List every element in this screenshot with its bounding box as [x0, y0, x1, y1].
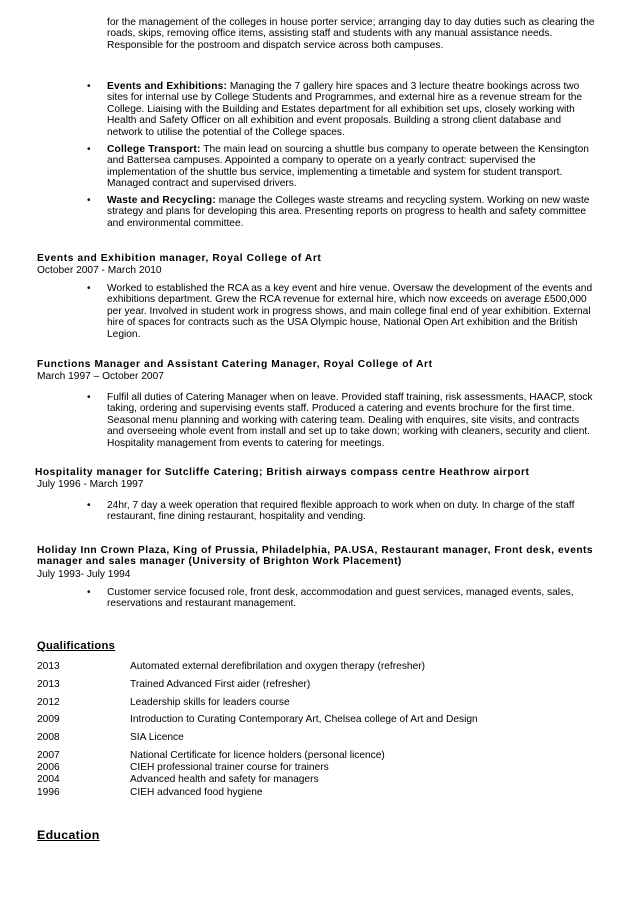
bullet-icon: •	[87, 392, 91, 403]
qualification-name: Introduction to Curating Contemporary Art, Chelsea college of Art and Design	[130, 714, 478, 725]
qualification-year: 2004	[37, 774, 60, 785]
intro-bullet-transport	[107, 144, 595, 190]
bullet-icon: •	[87, 81, 91, 92]
bullet-icon: •	[87, 283, 91, 294]
bullet-title: Waste and Recycling:	[107, 195, 216, 206]
job-dates: October 2007 - March 2010	[37, 265, 162, 276]
qualification-name: SIA Licence	[130, 732, 184, 743]
qualification-year: 2009	[37, 714, 60, 725]
education-heading: Education	[37, 828, 100, 842]
qualification-year: 2012	[37, 697, 60, 708]
bullet-icon: •	[87, 144, 91, 155]
qualification-year: 2013	[37, 661, 60, 672]
qualification-year: 2008	[37, 732, 60, 743]
job-bullet: 24hr, 7 day a week operation that required flexible approach to work when on duty. In charge of the staff restaurant, fine dining restaurant, hospitality and vending.	[107, 500, 575, 523]
bullet-text: The main lead on sourcing a shuttle bus company to operate between the Kensington and Battersea campuses. Appointed a company to operate on a yearly contract: supervised the implementation of the shuttle bus service, implementing a timetable and system for student transport. Managed contract and supervised drivers.	[107, 144, 589, 190]
job-title: Events and Exhibition manager, Royal College of Art	[37, 253, 322, 264]
job-dates: July 1993- July 1994	[37, 569, 131, 580]
qualification-year: 2013	[37, 679, 60, 690]
bullet-text: manage the Colleges waste streams and recycling system. Working on new waste strategy and plans for developing this area. Presenting reports on progress to health and safety committee and environmental committee.	[107, 195, 590, 229]
qualification-name: Automated external derefibrilation and oxygen therapy (refresher)	[130, 661, 426, 672]
job-bullet: Fulfil all duties of Catering Manager when on leave. Provided staff training, risk assessments, HAACP, stock taking, ordering and supervising events staff. Produced a catering and events brochure for the first time. Seasonal menu planning and working with catering team. Dealing with enquires, site visits, and contracts and overseeing whole event from install and set up to take down; working with cleaners, security and client. Hospitality management from events to catering for meetings.	[107, 392, 593, 449]
bullet-icon: •	[87, 587, 91, 598]
job-dates: March 1997 – October 2007	[37, 371, 164, 382]
job-bullet: Customer service focused role, front desk, accommodation and guest services, managed events, sales, reservations and restaurant management.	[107, 587, 574, 610]
qualification-year: 1996	[37, 787, 60, 798]
job-title: Hospitality manager for Sutcliffe Catering; British airways compass centre Heathrow airport	[35, 467, 530, 478]
bullet-title: College Transport:	[107, 144, 201, 155]
qualification-name: CIEH advanced food hygiene	[130, 787, 263, 798]
qualification-year: 2006	[37, 762, 60, 773]
qualification-name: CIEH professional trainer course for trainers	[130, 762, 329, 773]
bullet-icon: •	[87, 195, 91, 206]
bullet-icon: •	[87, 500, 91, 511]
job-dates: July 1996 - March 1997	[37, 479, 144, 490]
qualifications-heading: Qualifications	[37, 640, 116, 652]
qualification-name: Advanced health and safety for managers	[130, 774, 319, 785]
qualification-name: National Certificate for licence holders (personal licence)	[130, 750, 385, 761]
job-title: Functions Manager and Assistant Catering Manager, Royal College of Art	[37, 359, 433, 370]
job-bullet: Worked to established the RCA as a key event and hire venue. Oversaw the development of the events and exhibitions department. Grew the RCA revenue for external hire, which now exceeds on average £500,000 per year. Involved in student work in progress shows, and main college final end of year exhibition. External hire of spaces for contracts such as the USA Olympic house, National Open Art exhibition and the British Legion.	[107, 283, 593, 340]
qualification-name: Leadership skills for leaders course	[130, 697, 290, 708]
bullet-title: Events and Exhibitions:	[107, 81, 228, 92]
intro-bullet-waste	[107, 195, 595, 229]
intro-bullet-events	[107, 81, 595, 138]
intro-continuation: for the management of the colleges in house porter service; arranging day to day duties such as clearing the roads, skips, removing office items, assisting staff and students with any manual assistance needs. Responsible for the postroom and dispatch service across both campuses.	[107, 17, 595, 51]
qualification-name: Trained Advanced First aider (refresher)	[130, 679, 311, 690]
bullet-text: Managing the 7 gallery hire spaces and 3 lecture theatre bookings across two sites for internal use by College Students and Programmes, and external hire as a revenue stream for the College. Liaising with the Building and Estates department for all exhibition set ups, closely working with Health and Safety Officer on all exhibition and event proposals. Building a strong client database and network to utilise the potential of the College spaces.	[107, 81, 583, 138]
qualification-year: 2007	[37, 750, 60, 761]
job-title: Holiday Inn Crown Plaza, King of Prussia, Philadelphia, PA.USA, Restaurant manager, Front desk, events manager and sales manager (University of Brighton Work Placement)	[37, 545, 593, 568]
